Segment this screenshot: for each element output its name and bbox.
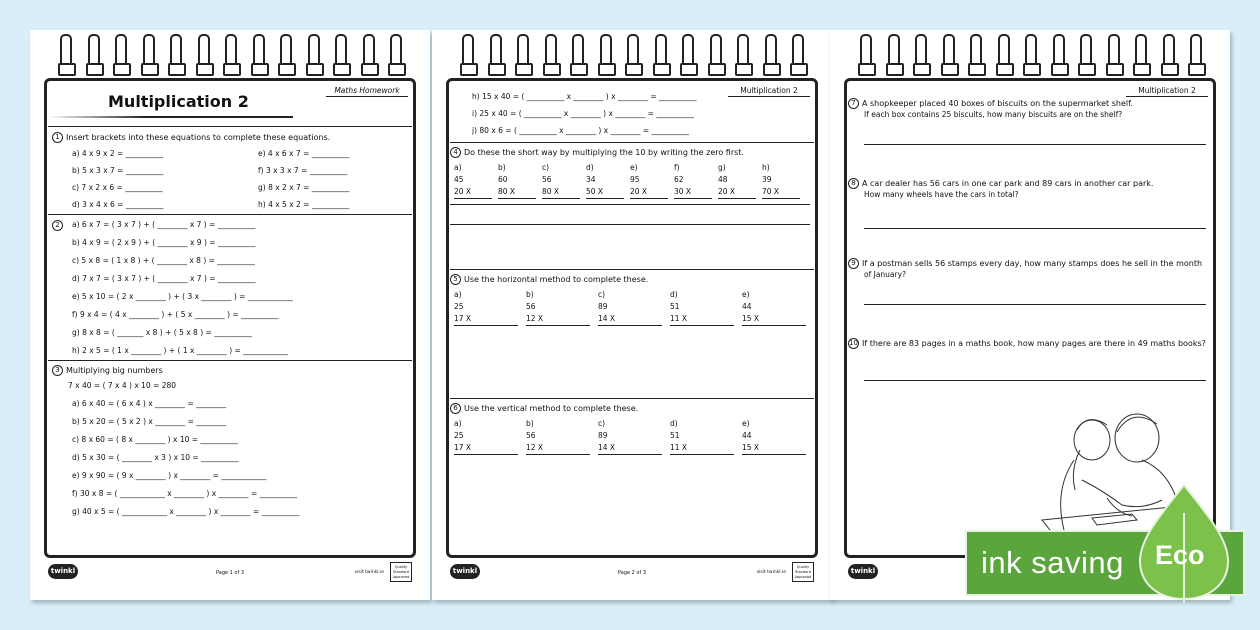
q1-item: b) 5 x 3 x 7 = __________: [72, 166, 164, 175]
q7-line2: If each box contains 25 biscuits, how many biscuits are on the shelf?: [864, 110, 1123, 119]
quality-badge: Quality Standard Approved: [390, 562, 412, 582]
page-footer: [446, 562, 818, 586]
worksheet-page-1: [30, 30, 430, 600]
question-2: 2: [52, 220, 66, 231]
q9-line2: of January?: [864, 270, 907, 279]
question-1: 1 Insert brackets into these equations to complete these equations.: [52, 132, 330, 143]
sum-column: g) 48 20 X: [718, 162, 756, 199]
sum-column: d) 51 11 X: [670, 289, 734, 326]
q1-item: g) 8 x 2 x 7 = __________: [258, 183, 350, 192]
q3-example: 7 x 40 = ( 7 x 4 ) x 10 = 280: [68, 381, 177, 390]
website-text: visit twinkl.ie: [354, 570, 384, 575]
page-number: Page 2 of 3: [617, 570, 647, 576]
q1-item: e) 4 x 6 x 7 = __________: [258, 149, 350, 158]
sum-column: d) 34 50 X: [586, 162, 624, 199]
sum-column: c) 56 80 X: [542, 162, 580, 199]
question-8: 8 A car dealer has 56 cars in one car park and 89 cars in another car park.: [848, 178, 1153, 189]
sum-column: c) 89 14 X: [598, 418, 662, 455]
sum-column: b) 56 12 X: [526, 418, 590, 455]
q3-item: h) 15 x 40 = ( __________ x ________ ) x ________ = __________: [472, 92, 697, 101]
q3-item: e) 9 x 90 = ( 9 x ________ ) x ________ = ____________: [72, 471, 267, 480]
sum-column: e) 44 15 X: [742, 289, 806, 326]
sum-column: f) 62 30 X: [674, 162, 712, 199]
q3-item: a) 6 x 40 = ( 6 x 4 ) x ________ = ________: [72, 399, 227, 408]
q1-item: h) 4 x 5 x 2 = __________: [258, 200, 350, 209]
question-9: 9 If a postman sells 56 stamps every day, how many stamps does he sell in the month: [848, 258, 1202, 269]
q2-item: a) 6 x 7 = ( 3 x 7 ) + ( ________ x 7 ) = __________: [72, 220, 256, 229]
question-3: 3 Multiplying big numbers: [52, 365, 163, 376]
sum-column: d) 51 11 X: [670, 418, 734, 455]
q3-item: d) 5 x 30 = ( ________ x 3 ) x 10 = __________: [72, 453, 239, 462]
question-7: 7 A shopkeeper placed 40 boxes of biscuits on the supermarket shelf.: [848, 98, 1133, 109]
eco-label: Eco: [1155, 540, 1205, 570]
q2-item: g) 8 x 8 = ( _______ x 8 ) + ( 5 x 8 ) = __________: [72, 328, 252, 337]
ink-saving-text: ink saving: [981, 545, 1124, 580]
q1-item: d) 3 x 4 x 6 = __________: [72, 200, 164, 209]
q3-item: c) 8 x 60 = ( 8 x ________ ) x 10 = __________: [72, 435, 238, 444]
q2-item: b) 4 x 9 = ( 2 x 9 ) + ( ________ x 9 ) = __________: [72, 238, 256, 247]
sum-column: c) 89 14 X: [598, 289, 662, 326]
question-4: 4 Do these the short way by multiplying the 10 by writing the zero first.: [450, 147, 744, 158]
sum-column: a) 45 20 X: [454, 162, 492, 199]
sum-column: e) 44 15 X: [742, 418, 806, 455]
q3-item: i) 25 x 40 = ( __________ x ________ ) x ________ = __________: [472, 109, 694, 118]
header-tag: Maths Homework: [326, 85, 408, 97]
sum-column: a) 25 17 X: [454, 289, 518, 326]
question-6: 6 Use the vertical method to complete these.: [450, 403, 638, 414]
sum-column: b) 56 12 X: [526, 289, 590, 326]
spiral-binding: [460, 34, 804, 80]
header-tag: Multiplication 2: [1126, 85, 1208, 97]
q2-item: c) 5 x 8 = ( 1 x 8 ) + ( ________ x 8 ) = __________: [72, 256, 255, 265]
question-10: 10 If there are 83 pages in a maths book, how many pages are there in 49 maths books?: [849, 339, 1206, 348]
spiral-binding: [58, 34, 402, 80]
twinkl-logo: twinkl: [450, 564, 480, 579]
twinkl-logo: twinkl: [48, 564, 78, 579]
q1-item: a) 4 x 9 x 2 = __________: [72, 149, 164, 158]
q1-item: f) 3 x 3 x 7 = __________: [258, 166, 348, 175]
sum-column: a) 25 17 X: [454, 418, 518, 455]
spiral-binding: [858, 34, 1202, 80]
website-text: visit twinkl.ie: [756, 570, 786, 575]
q2-item: e) 5 x 10 = ( 2 x ________ ) + ( 3 x ________ ) = ____________: [72, 292, 293, 301]
q2-item: h) 2 x 5 = ( 1 x ________ ) + ( 1 x ________ ) = ____________: [72, 346, 289, 355]
sum-column: b) 60 80 X: [498, 162, 536, 199]
worksheet-page-2: [432, 30, 832, 600]
page-number: Page 1 of 3: [215, 570, 245, 576]
q1-item: c) 7 x 2 x 6 = __________: [72, 183, 163, 192]
q2-item: d) 7 x 7 = ( 3 x 7 ) + ( ________ x 7 ) = __________: [72, 274, 256, 283]
quality-badge: Quality Standard Approved: [792, 562, 814, 582]
q3-item: b) 5 x 20 = ( 5 x 2 ) x ________ = ________: [72, 417, 227, 426]
q3-item: j) 80 x 6 = ( __________ x ________ ) x ________ = __________: [472, 126, 690, 135]
sum-column: e) 95 20 X: [630, 162, 668, 199]
q3-item: g) 40 x 5 = ( ____________ x ________ ) x ________ = __________: [72, 507, 300, 516]
page-title: Multiplication 2: [108, 92, 249, 111]
question-5: 5 Use the horizontal method to complete these.: [450, 274, 648, 285]
q2-item: f) 9 x 4 = ( 4 x ________ ) + ( 5 x ________ ) = __________: [72, 310, 279, 319]
page-footer: [44, 562, 416, 586]
sum-column: h) 39 70 X: [762, 162, 800, 199]
q3-item: f) 30 x 8 = ( ____________ x ________ ) x ________ = __________: [72, 489, 298, 498]
q8-line2: How many wheels have the cars in total?: [864, 190, 1019, 199]
twinkl-logo: twinkl: [848, 564, 878, 579]
header-tag: Multiplication 2: [728, 85, 810, 97]
